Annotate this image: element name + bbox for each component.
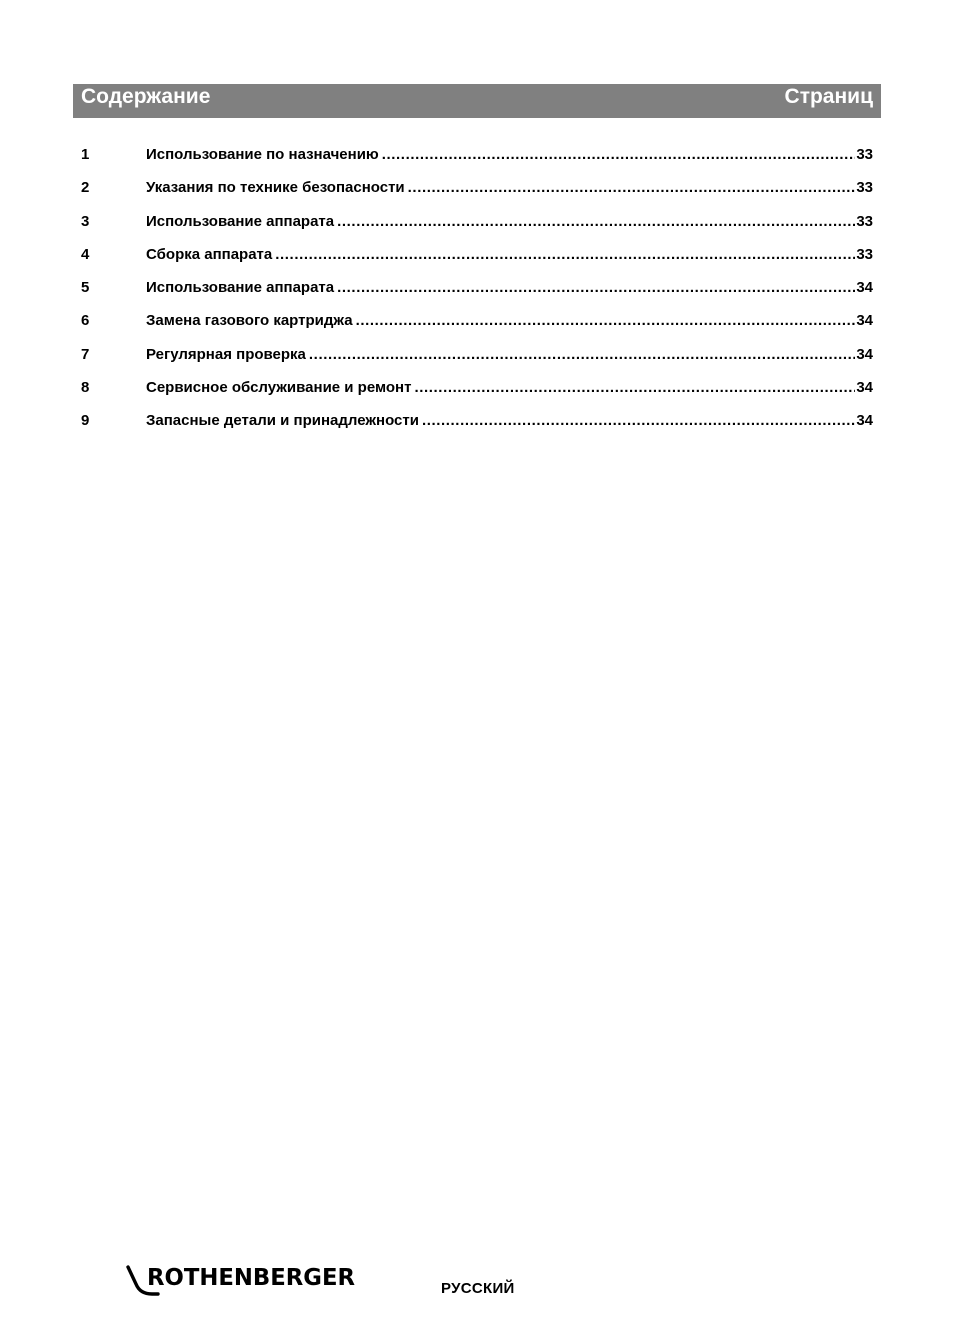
dot-leader — [356, 309, 856, 333]
toc-entry-title[interactable]: Замена газового картриджа — [146, 312, 353, 330]
dot-leader — [337, 276, 855, 300]
toc-entry[interactable] — [81, 276, 873, 309]
dot-leader — [422, 409, 855, 433]
toc-entry[interactable] — [81, 409, 873, 442]
toc-entry[interactable] — [81, 143, 873, 176]
toc-header-bar — [73, 84, 881, 118]
dot-leader — [337, 210, 855, 234]
page-column-heading: Страниц — [784, 85, 873, 108]
toc-entry-page[interactable]: 34 — [856, 412, 873, 430]
table-of-contents — [81, 143, 873, 443]
toc-entry-page[interactable]: 33 — [856, 179, 873, 197]
toc-entry-number: 9 — [81, 412, 90, 430]
toc-entry-page[interactable]: 34 — [856, 279, 873, 297]
toc-heading: Содержание — [81, 85, 211, 108]
toc-entry-number: 1 — [81, 146, 90, 163]
toc-entry-number: 8 — [81, 379, 90, 397]
toc-entry[interactable] — [81, 309, 873, 342]
toc-entry[interactable] — [81, 176, 873, 209]
rothenberger-logo — [125, 1262, 365, 1298]
toc-entry-page[interactable]: 34 — [856, 379, 873, 397]
toc-entry-page[interactable]: 34 — [856, 345, 873, 363]
dot-leader — [382, 143, 856, 167]
toc-entry-page[interactable]: 33 — [856, 245, 873, 263]
dot-leader — [414, 376, 855, 400]
dot-leader — [309, 343, 855, 367]
toc-entry[interactable] — [81, 243, 873, 276]
toc-entry-page[interactable]: 33 — [856, 212, 873, 230]
toc-entry-number: 3 — [81, 212, 90, 230]
language-label: РУССКИЙ — [441, 1280, 515, 1297]
toc-entry-number: 7 — [81, 345, 90, 363]
toc-entry[interactable] — [81, 343, 873, 376]
toc-entry-title[interactable]: Сборка аппарата — [146, 245, 273, 263]
toc-entry-title[interactable]: Использование аппарата — [146, 212, 335, 230]
toc-entry-title[interactable]: Регулярная проверка — [146, 345, 306, 363]
brand-wordmark: ROTHENBERGER — [147, 1265, 356, 1291]
toc-entry-number: 4 — [81, 245, 90, 263]
toc-entry-title[interactable]: Запасные детали и принадлежности — [146, 412, 419, 430]
toc-entry-number: 2 — [81, 179, 90, 197]
toc-entry-title[interactable]: Использование аппарата — [146, 279, 335, 297]
toc-entry[interactable] — [81, 376, 873, 409]
dot-leader — [275, 243, 855, 267]
toc-entry[interactable] — [81, 210, 873, 243]
toc-entry-title[interactable]: Использование по назначению — [146, 146, 379, 163]
toc-entry-page[interactable]: 34 — [856, 312, 873, 330]
toc-entry-number: 5 — [81, 279, 90, 297]
toc-entry-title[interactable]: Сервисное обслуживание и ремонт — [146, 379, 412, 397]
dot-leader — [408, 176, 856, 200]
toc-entry-number: 6 — [81, 312, 90, 330]
toc-entry-title[interactable]: Указания по технике безопасности — [146, 179, 405, 197]
toc-entry-page[interactable]: 33 — [856, 146, 873, 163]
